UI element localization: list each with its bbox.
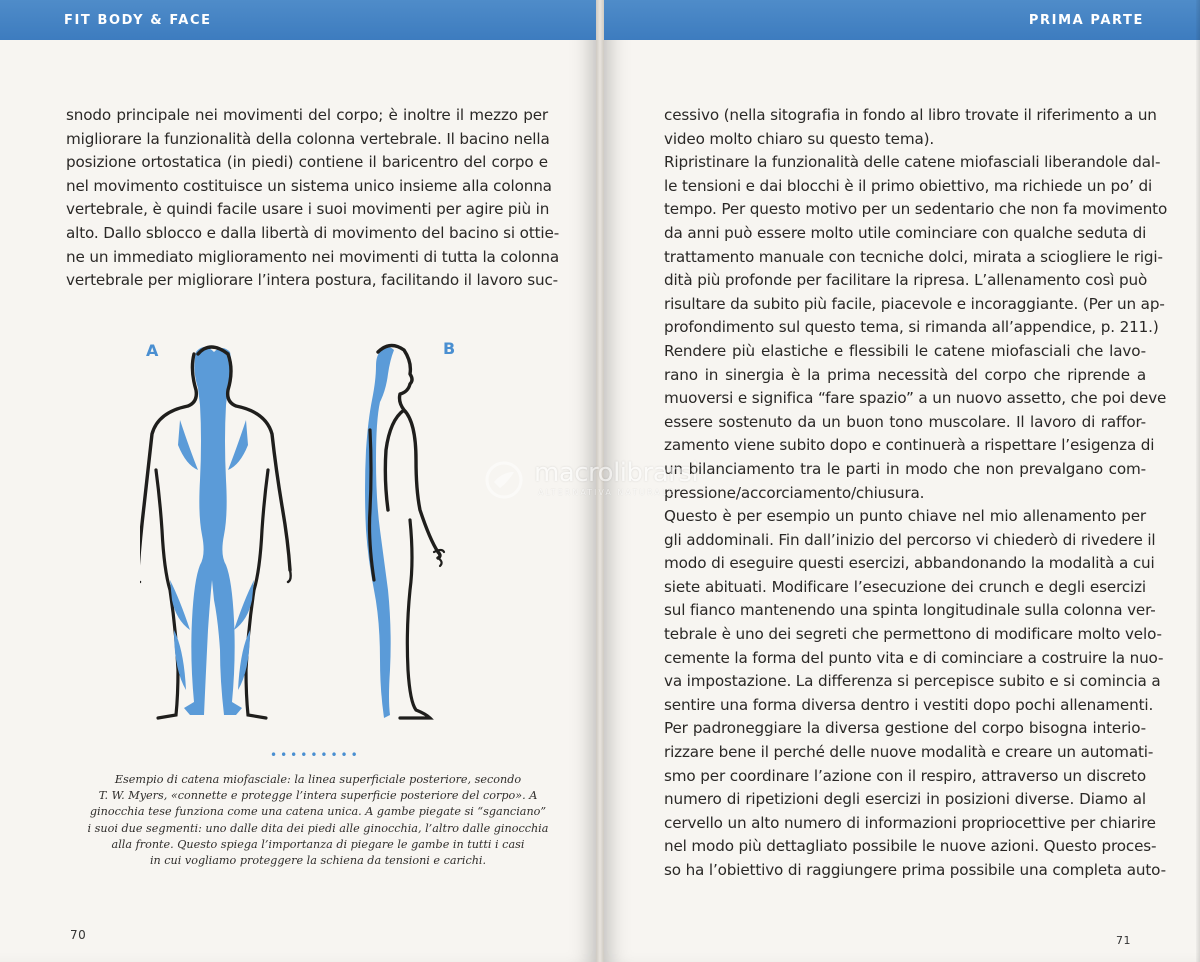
- figure-separator-dots: •••••••••: [270, 748, 361, 762]
- running-head-right: PRIMA PARTE: [1028, 13, 1144, 28]
- side-view-body-figure: [365, 345, 444, 718]
- text-line: cessivo (nella sitografia in fondo al libro trovate il riferimento a un: [664, 106, 1157, 124]
- text-line: zamento viene subito dopo e continuerà a rispettare l’esigenza di: [664, 436, 1155, 455]
- text-line: siete abituati. Modificare l’esecuzione dei crunch e degli esercizi: [664, 577, 1146, 596]
- text-line: da anni può essere molto utile cominciare con qualche seduta di: [664, 223, 1147, 242]
- text-line: migliorare la funzionalità della colonna vertebrale. Il bacino nella: [66, 129, 550, 148]
- caption-line: alla fronte. Questo spiega l’importanza di piegare le gambe in tutti i casi: [111, 837, 525, 851]
- text-line: snodo principale nei movimenti del corpo; è inoltre il mezzo per: [66, 106, 548, 124]
- text-line: nel movimento costituisce un sistema unico insieme alla colonna: [66, 176, 552, 195]
- text-line: ne un immediato miglioramento nei movimenti di tutta la colonna: [66, 247, 560, 266]
- text-line: smo per coordinare l’azione con il respiro, attraverso un discreto: [664, 766, 1146, 785]
- watermark-tagline: ALTERNATIVA NATURALE: [538, 488, 676, 497]
- book-gutter: [596, 0, 604, 962]
- figure-label-a: A: [146, 341, 159, 360]
- text-line: cemente la forma del punto vita e di cominciare a costruire la nuo-: [664, 648, 1164, 667]
- text-line: numero di ripetizioni degli esercizi in posizioni diverse. Diamo al: [664, 790, 1146, 809]
- text-line: un bilanciamento tra le parti in modo che non prevalgano com-: [664, 459, 1146, 478]
- text-line: muoversi e significa “fare spazio” a un nuovo assetto, che poi deve: [664, 389, 1167, 408]
- left-page: [0, 0, 596, 962]
- figure-label-b: B: [443, 339, 456, 358]
- myofascial-chain-figure: [140, 330, 480, 730]
- text-line: profondimento sul questo tema, si rimanda all’appendice, p. 211.): [664, 318, 1159, 337]
- text-line: pressione/accorciamento/chiusura.: [664, 483, 925, 502]
- text-line: sentire una forma diversa dentro i vestiti dopo pochi allenamenti.: [664, 695, 1154, 714]
- caption-line: Esempio di catena miofasciale: la linea superficiale posteriore, secondo: [114, 773, 522, 786]
- text-line: le tensioni e dai blocchi è il primo obiettivo, ma richiede un po’ di: [664, 176, 1153, 195]
- text-line: alto. Dallo sblocco e dalla libertà di movimento del bacino si ottie-: [66, 223, 560, 242]
- right-page: [604, 0, 1200, 962]
- text-line: essere sostenuto da un buon tono muscolare. Il lavoro di raffor-: [664, 412, 1146, 431]
- caption-line: i suoi due segmenti: uno dalle dita dei piedi alle ginocchia, l’altro dalle ginocchia: [87, 821, 549, 835]
- caption-line: T. W. Myers, «connette e protegge l’intera superficie posteriore del corpo». A: [98, 789, 538, 803]
- text-line: risultare da subito più facile, piacevole e incoraggiante. (Per un ap-: [664, 294, 1165, 313]
- back-view-body-figure: [140, 347, 291, 718]
- caption-line: ginocchia tese funziona come una catena unica. A gambe piegate si “sganciano”: [89, 805, 547, 819]
- figure-caption: [78, 772, 558, 869]
- text-line: Rendere più elastiche e flessibili le catene miofasciali che lavo-: [664, 341, 1146, 360]
- left-body-text: [66, 104, 560, 293]
- text-line: so ha l’obiettivo di raggiungere prima possibile una completa auto-: [664, 861, 1166, 879]
- text-line: Per padroneggiare la diversa gestione del corpo bisogna interio-: [664, 719, 1146, 738]
- running-head-left: FIT BODY & FACE: [64, 13, 212, 28]
- text-line: Questo è per esempio un punto chiave nel mio allenamento per: [664, 507, 1146, 526]
- text-line: posizione ortostatica (in piedi) contiene il baricentro del corpo e: [66, 153, 548, 172]
- page-number-right: 71: [1116, 934, 1131, 947]
- page-number-left: 70: [70, 928, 87, 942]
- caption-line: in cui vogliamo proteggere la schiena da tensioni e carichi.: [149, 854, 487, 868]
- text-line: trattamento manuale con tecniche dolci, mirata a sciogliere le rigi-: [664, 247, 1163, 266]
- text-line: nel modo più dettagliato possibile le nuove azioni. Questo proces-: [664, 837, 1157, 856]
- text-line: video molto chiaro su questo tema).: [664, 129, 935, 148]
- right-body-text: [664, 104, 1168, 883]
- text-line: vertebrale, è quindi facile usare i suoi movimenti per agire più in: [66, 200, 550, 219]
- text-line: cervello un alto numero di informazioni propriocettive per chiarire: [664, 813, 1156, 832]
- text-line: rizzare bene il perché delle nuove modalità e creare un automati-: [664, 743, 1154, 762]
- text-line: sul fianco mantenendo una spinta longitudinale sulla colonna ver-: [664, 601, 1156, 620]
- text-line: va impostazione. La differenza si percepisce subito e si comincia a: [664, 672, 1161, 691]
- watermark-brand: macrolibrarsi: [534, 458, 699, 488]
- text-line: tempo. Per questo motivo per un sedentario che non fa movimento: [664, 200, 1168, 219]
- text-line: rano in sinergia è la prima necessità del corpo che riprende a: [664, 365, 1146, 384]
- text-line: modo di eseguire questi esercizi, abbandonando la modalità a cui: [664, 554, 1155, 573]
- page-edge: [1196, 0, 1200, 962]
- text-line: Ripristinare la funzionalità delle catene miofasciali liberandole dal-: [664, 153, 1161, 172]
- text-line: dità più profonde per facilitare la ripresa. L’allenamento così può: [664, 271, 1148, 290]
- text-line: gli addominali. Fin dall’inizio del percorso vi chiederò di rivedere il: [664, 530, 1156, 549]
- text-line: vertebrale per migliorare l’intera postura, facilitando il lavoro suc-: [66, 271, 559, 290]
- text-line: tebrale è uno dei segreti che permettono di modificare molto velo-: [664, 625, 1162, 644]
